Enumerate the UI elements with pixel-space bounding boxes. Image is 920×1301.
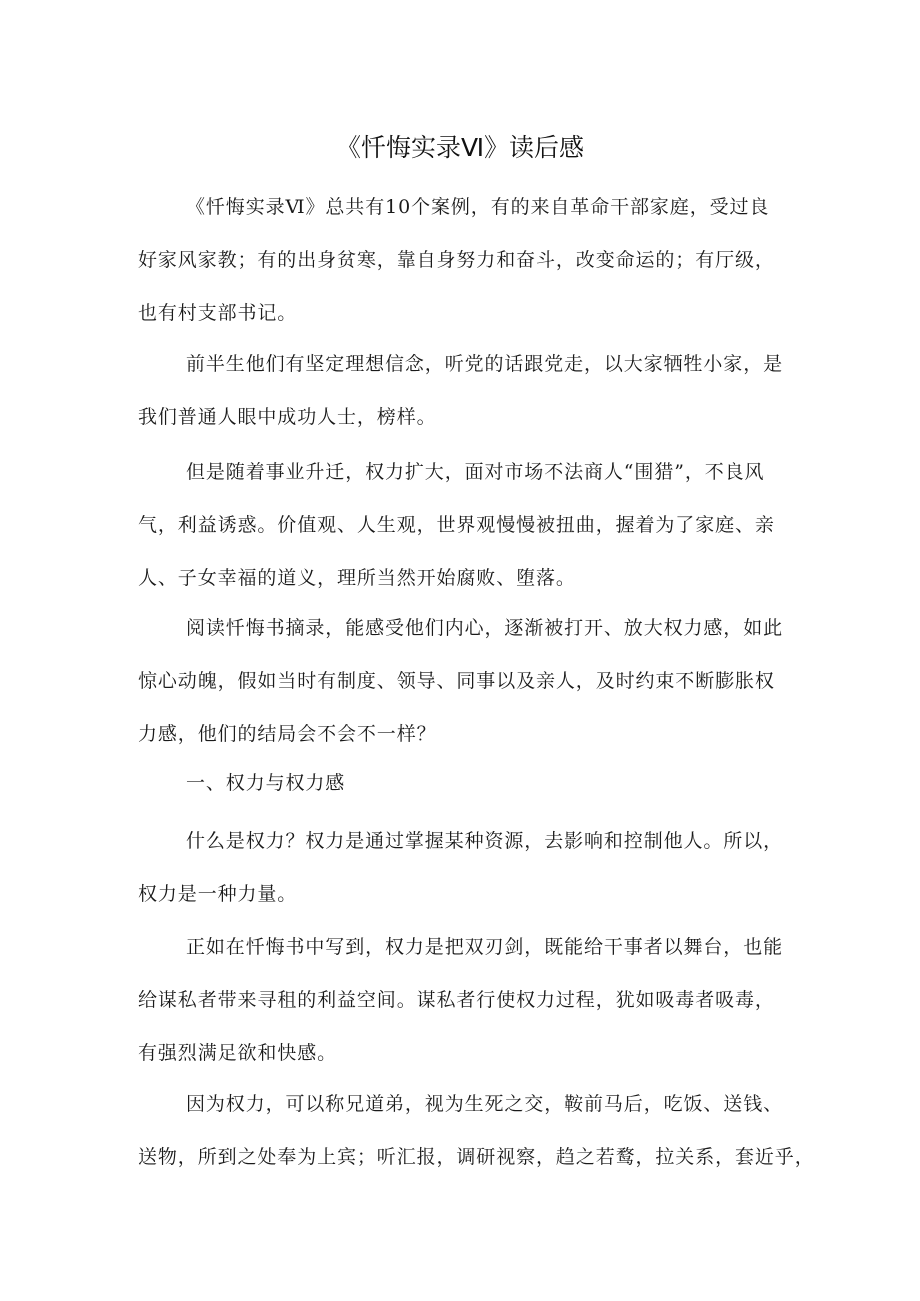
paragraph-line: 因为权力，可以称兄道弟，视为生死之交，鞍前马后，吃饭、送钱、 [186,1093,784,1115]
paragraph-what-is-power [138,815,798,921]
paragraph-line: 人、子女幸福的道义，理所当然开始腐败、堕落。 [138,567,576,589]
paragraph-line: 前半生他们有坚定理想信念，听党的话跟党走，以大家牺牲小家，是 [186,353,784,375]
paragraph-line: 我们普通人眼中成功人士，榜样。 [138,406,437,428]
section-heading: 一、权力与权力感 [186,772,346,794]
paragraph-line: 权力是一种力量。 [138,883,298,905]
paragraph-line: 力感，他们的结局会不会不一样？ [138,723,437,745]
document-title: 《忏悔实录Ⅵ》读后感 [335,133,585,162]
paragraph-line: 《忏悔实录Ⅵ》总共有10个案例，有的来自革命干部家庭，受过良 [186,196,770,218]
paragraph-line: 送物，所到之处奉为上宾；听汇报，调研视察，趋之若鹜，拉关系，套近乎， [138,1146,815,1168]
paragraph-career-corruption [138,446,798,605]
paragraph-line: 也有村支部书记。 [138,302,298,324]
paragraph-line: 好家风家教；有的出身贫寒，靠自身努力和奋斗，改变命运的；有厅级， [138,249,775,271]
paragraph-line: 正如在忏悔书中写到，权力是把双刃剑，既能给干事者以舞台，也能 [186,936,784,958]
paragraph-intro [138,181,798,340]
paragraph-line: 惊心动魄，假如当时有制度、领导、同事以及亲人，及时约束不断膨胀权 [138,670,775,692]
paragraph-line: 阅读忏悔书摘录，能感受他们内心，逐渐被打开、放大权力感，如此 [186,617,784,639]
paragraph-because-of-power [138,1078,815,1184]
paragraph-first-half-life [138,338,798,444]
paragraph-double-edged-sword [138,921,798,1080]
paragraph-line: 有强烈满足欲和快感。 [138,1042,338,1064]
paragraph-line: 什么是权力？权力是通过掌握某种资源，去影响和控制他人。所以， [186,830,784,852]
paragraph-line: 气，利益诱惑。价值观、人生观，世界观慢慢被扭曲，握着为了家庭、亲 [138,514,775,536]
paragraph-reading-confessions [138,602,798,761]
paragraph-line: 但是随着事业升迁，权力扩大，面对市场不法商人“围猎”，不良风 [186,461,765,483]
paragraph-line: 给谋私者带来寻租的利益空间。谋私者行使权力过程，犹如吸毒者吸毒， [138,989,775,1011]
